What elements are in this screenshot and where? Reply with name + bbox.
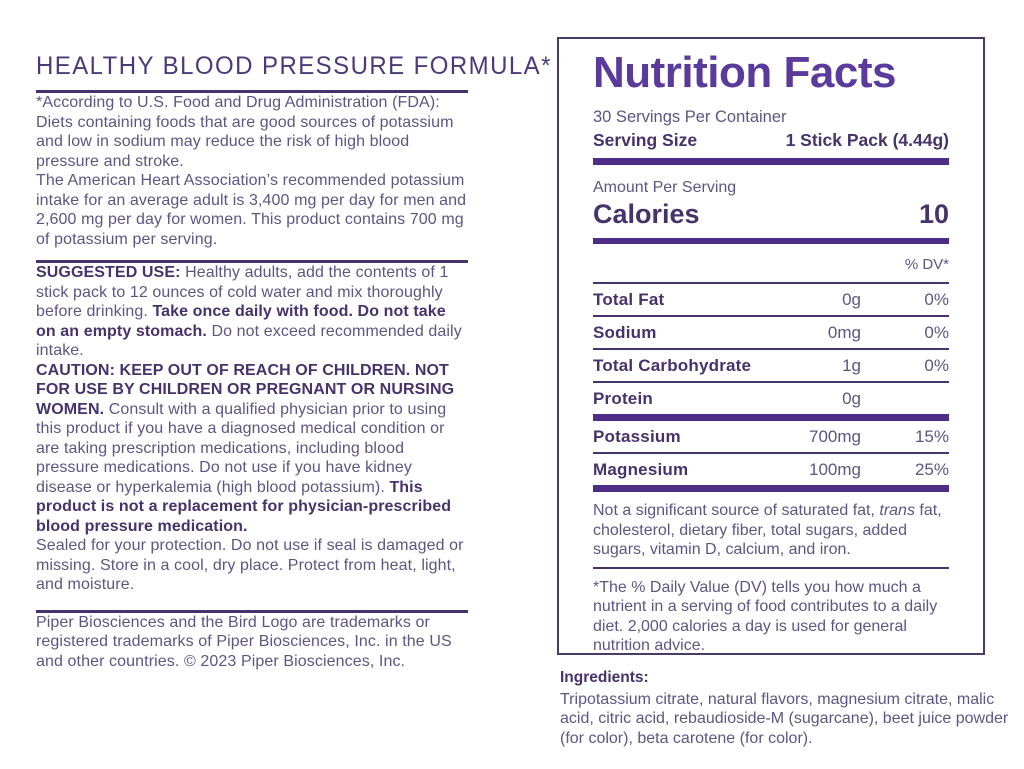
caution-paragraph: CAUTION: KEEP OUT OF REACH OF CHILDREN. NOT FOR USE BY CHILDREN OR PREGNANT OR NURSING WOMEN. Consult with a qualified physician prior to using this product if you have a diagnosed medical condition or are taking prescription medications, including blood pressure medications. Do not use if you have kidney disease or hyperkalemia (high blood potassium). This product is not a replacement for physician-prescribed blood pressure medication. xyxy=(36,361,455,535)
trademark-paragraph: Piper Biosciences and the Bird Logo are trademarks or registered trademarks of Piper Biosciences, Inc. in the US and other countries. © 2023 Piper Biosciences, Inc. xyxy=(36,613,452,670)
thin-divider xyxy=(593,567,949,569)
nutrient-row-protein: Protein 0g xyxy=(593,389,861,408)
ingredients-section xyxy=(560,668,1012,748)
nutrition-facts-title: Nutrition Facts xyxy=(593,48,896,97)
not-significant-source-note: Not a significant source of saturated fat, trans fat, cholesterol, dietary fiber, total sugars, added sugars, vitamin D, calcium, and iron. xyxy=(593,502,942,558)
serving-size-value: 1 Stick Pack (4.44g) xyxy=(785,130,949,150)
ingredients-label: Ingredients: xyxy=(560,669,649,686)
suggested-use-paragraph: SUGGESTED USE: Healthy adults, add the contents of 1 stick pack to 12 ounces of cold water and mix thoroughly before drinking. Take once daily with food. Do not take on an empty stomach. Do not exceed recommended daily intake. xyxy=(36,264,462,359)
nutrient-row-total-fat: Total Fat 0g 0% xyxy=(593,284,949,317)
caution-warning-bold: CAUTION: KEEP OUT OF REACH OF CHILDREN. NOT FOR USE BY CHILDREN OR PREGNANT OR NURSING WOMEN. xyxy=(36,361,455,418)
servings-per-container: 30 Servings Per Container xyxy=(593,108,787,126)
product-claim-title: HEALTHY BLOOD PRESSURE FORMULA* xyxy=(36,52,552,80)
thick-divider-bar xyxy=(593,414,949,421)
nutrient-row-total-carbohydrate: Total Carbohydrate 1g 0% xyxy=(593,350,949,383)
thick-divider-bar xyxy=(593,238,949,244)
storage-paragraph: Sealed for your protection. Do not use if seal is damaged or missing. Store in a cool, dry place. Protect from heat, light, and moisture. xyxy=(36,537,464,593)
calories-value: 10 xyxy=(918,199,949,229)
calories-label: Calories xyxy=(593,199,700,229)
left-info-panel xyxy=(36,40,552,671)
daily-value-header: % DV* xyxy=(904,256,949,273)
nutrient-row-magnesium: Magnesium 100mg 25% xyxy=(593,460,949,479)
ingredients-list: Tripotassium citrate, natural flavors, magnesium citrate, malic acid, citric acid, rebaudioside-M (sugarcane), beet juice powder (for color), beta carotene (for color). xyxy=(560,690,1009,747)
nutrition-facts-panel xyxy=(557,37,985,655)
thick-divider-bar xyxy=(593,158,949,165)
calories-row xyxy=(593,199,949,230)
thick-divider-bar xyxy=(593,485,949,492)
nutrient-row-potassium: Potassium 700mg 15% xyxy=(593,421,949,454)
aha-recommendation-paragraph: The American Heart Association’s recommended potassium intake for an average adult is 3,400 mg per day for men and 2,600 mg per day for women. This product contains 700 mg of potassium per serving. xyxy=(36,172,467,248)
serving-size-label: Serving Size xyxy=(593,130,698,150)
suggested-use-label: SUGGESTED USE: xyxy=(36,264,181,281)
daily-value-footnote: *The % Daily Value (DV) tells you how much a nutrient in a serving of food contributes to a daily diet. 2,000 calories a day is used for general nutrition advice. xyxy=(593,578,938,654)
nutrient-row-sodium: Sodium 0mg 0% xyxy=(593,317,949,350)
serving-size-row xyxy=(593,130,949,151)
fda-disclaimer-paragraph: *According to U.S. Food and Drug Administration (FDA): Diets containing foods that are good sources of potassium and low in sodium may reduce the risk of high blood pressure and stroke. xyxy=(36,94,454,170)
amount-per-serving-label: Amount Per Serving xyxy=(593,179,737,196)
